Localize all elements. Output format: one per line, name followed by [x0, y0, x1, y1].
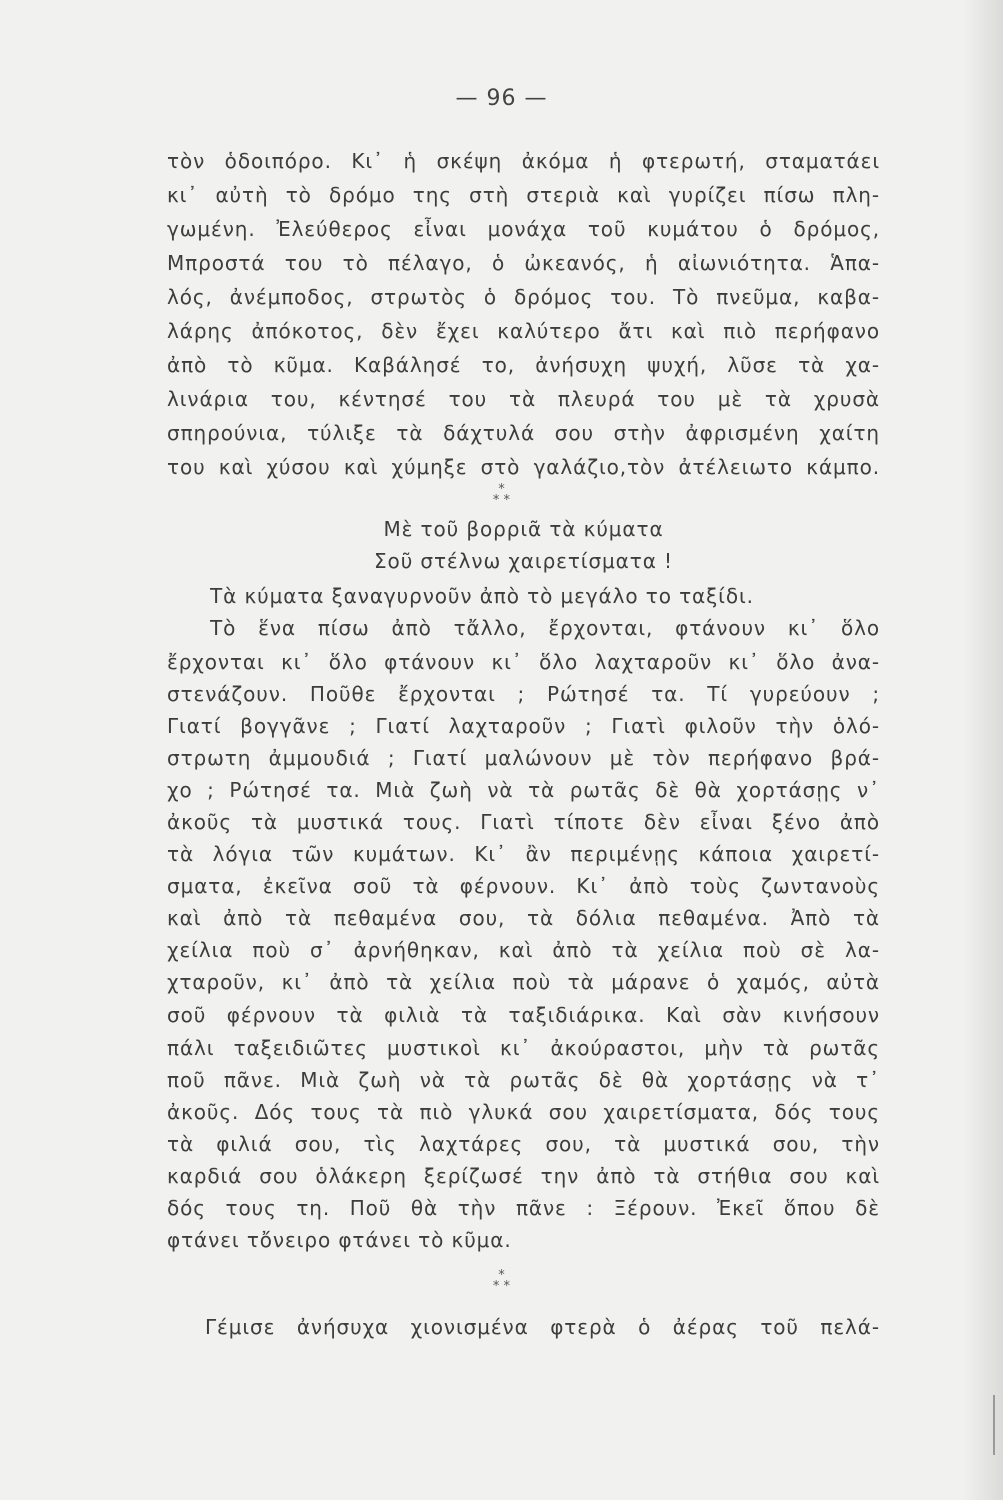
text-line: σματα, ἐκεῖνα σοῦ τὰ φέρνουν. Κι᾽ ἀπὸ τοὺς ζωντανοὺς [167, 874, 880, 898]
text-line: λός, ἀνέμποδος, στρωτὸς ὁ δρόμος του. Τὸ πνεῦμα, καβα- [167, 285, 880, 309]
text-line: Τὸ ἕνα πίσω ἀπὸ τἄλλο, ἔρχονται, φτάνουν κι᾽ ὅλο [210, 616, 880, 640]
text-line: στρωτη ἀμμουδιά ; Γιατί μαλώνουν μὲ τὸν περήφανο βρά- [167, 746, 880, 770]
asterism-divider [0, 1270, 1003, 1292]
text-line: ἀπὸ τὸ κῦμα. Καβάλησέ το, ἀνήσυχη ψυχή, λῦσε τὰ χα- [167, 353, 880, 377]
text-line: τὸν ὁδοιπόρο. Κι᾽ ἡ σκέψη ἀκόμα ἡ φτερωτή, σταματάει [167, 149, 880, 173]
text-line: τὰ λόγια τῶν κυμάτων. Κι᾽ ἂν περιμένῃς κάποια χαιρετί- [167, 842, 880, 866]
asterism-top: * [498, 1268, 505, 1283]
page-number: — 96 — [455, 86, 548, 111]
asterism-bottom: * * [492, 1279, 511, 1294]
text-line: στενάζουν. Ποῦθε ἔρχονται ; Ρώτησέ τα. Τί γυρεύουν ; [167, 682, 880, 706]
text-line: Γιατί βογγᾶνε ; Γιατί λαχταροῦν ; Γιατὶ φιλοῦν τὴν ὁλό- [167, 714, 880, 738]
text-line: ἀκοῦς τὰ μυστικά τους. Γιατὶ τίποτε δὲν εἶναι ξένο ἀπὸ [167, 810, 880, 834]
text-line: χείλια ποὺ σ᾽ ἀρνήθηκαν, καὶ ἀπὸ τὰ χείλια ποὺ σὲ λα- [167, 938, 880, 962]
text-line: του καὶ χύσου καὶ χύμηξε στὸ γαλάζιο,τὸν ἀτέλειωτο κάμπο. [167, 455, 880, 479]
text-line: σπηρούνια, τύλιξε τὰ δάχτυλά σου στὴν ἀφρισμένη χαίτη [167, 421, 880, 445]
text-line: καρδιά σου ὁλάκερη ξερίζωσέ την ἀπὸ τὰ στήθια σου καὶ [167, 1164, 880, 1188]
page-edge-mark [993, 1395, 995, 1455]
text-line: γωμένη. Ἐλεύθερος εἶναι μονάχα τοῦ κυμάτου ὁ δρόμος, [167, 217, 880, 241]
text-line: καὶ ἀπὸ τὰ πεθαμένα σου, τὰ δόλια πεθαμένα. Ἀπὸ τὰ [167, 906, 880, 930]
text-line: φτάνει τὄνειρο φτάνει τὸ κῦμα. [167, 1228, 512, 1252]
text-line: λάρης ἀπόκοτος, δὲν ἔχει καλύτερο ἄτι καὶ πιὸ περήφανο [167, 319, 880, 343]
text-line: κι᾽ αὐτὴ τὸ δρόμο της στὴ στεριὰ καὶ γυρίζει πίσω πλη- [167, 183, 880, 207]
text-line: Γέμισε ἀνήσυχα χιονισμένα φτερὰ ὁ ἀέρας τοῦ πελά- [205, 1315, 880, 1339]
text-line: ἔρχονται κι᾽ ὅλο φτάνουν κι᾽ ὅλο λαχταροῦν κι᾽ ὅλο ἀνα- [167, 650, 880, 674]
text-line: ἀκοῦς. Δός τους τὰ πιὸ γλυκά σου χαιρετίσματα, δός τους [167, 1100, 880, 1124]
text-line: πάλι ταξειδιῶτες μυστικοὶ κι᾽ ἀκούραστοι, μὴν τὰ ρωτᾶς [167, 1036, 880, 1060]
asterism-divider [0, 484, 1003, 506]
text-line: λινάρια του, κέντησέ του τὰ πλευρά του μὲ τὰ χρυσὰ [167, 387, 880, 411]
text-line: σοῦ φέρνουν τὰ φιλιὰ τὰ ταξιδιάρικα. Καὶ σὰν κινήσουν [167, 1003, 880, 1027]
text-line: χο ; Ρώτησέ τα. Μιὰ ζωὴ νὰ τὰ ρωτᾶς δὲ θὰ χορτάσῃς ν᾽ [167, 778, 880, 802]
text-line: Μπροστά του τὸ πέλαγο, ὁ ὠκεανός, ἡ αἰωνιότητα. Ἁπα- [167, 251, 880, 275]
asterism-bottom: * * [492, 493, 511, 508]
text-line: Τὰ κύματα ξαναγυρνοῦν ἀπὸ τὸ μεγάλο το ταξίδι. [210, 584, 754, 608]
asterism-top: * [498, 482, 505, 497]
text-line: δός τους τη. Ποῦ θὰ τὴν πᾶνε : Ξέρουν. Ἐκεῖ ὅπου δὲ [167, 1196, 880, 1220]
text-line: χταροῦν, κι᾽ ἀπὸ τὰ χείλια ποὺ τὰ μάρανε ὁ χαμός, αὐτὰ [167, 970, 880, 994]
text-line: ποῦ πᾶνε. Μιὰ ζωὴ νὰ τὰ ρωτᾶς δὲ θὰ χορτάσῃς νὰ τ᾽ [167, 1068, 880, 1092]
verse-line: Μὲ τοῦ βορριᾶ τὰ κύματα [383, 517, 664, 541]
verse-line: Σοῦ στέλνω χαιρετίσματα ! [374, 549, 673, 573]
text-line: τὰ φιλιά σου, τὶς λαχτάρες σου, τὰ μυστικά σου, τὴν [167, 1132, 880, 1156]
